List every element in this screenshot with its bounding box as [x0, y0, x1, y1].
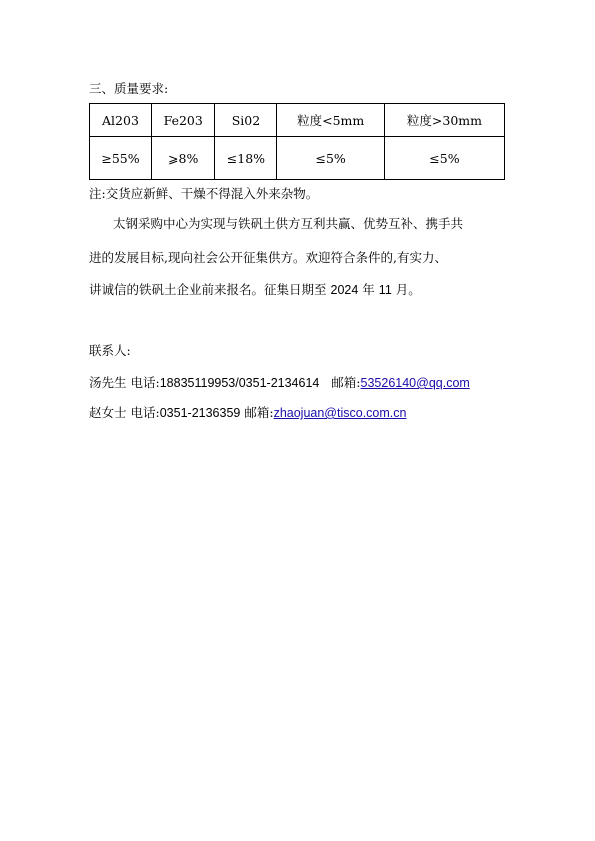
email-link[interactable]: zhaojuan@tisco.com.cn: [273, 406, 407, 420]
note-text: 注:交货应新鲜、干燥不得混入外来杂物。: [89, 186, 319, 201]
phone-label: 电话:: [130, 405, 160, 420]
table-header-row: [90, 104, 505, 137]
table-cell: ≥55%: [90, 137, 152, 180]
deadline-year: 2024: [330, 283, 359, 297]
table-cell: ⩾8%: [151, 137, 215, 180]
table-row: [90, 137, 505, 180]
contact-name: 汤先生: [89, 375, 127, 390]
paragraph-text: 讲诚信的铁矾土企业前来报名。征集日期至: [89, 282, 327, 297]
contacts-label: 联系人:: [89, 343, 131, 358]
contact-name: 赵女士: [89, 405, 127, 420]
table-header-cell: 粒度<5mm: [277, 104, 385, 137]
paragraph-line-2: 进的发展目标,现向社会公开征集供方。欢迎符合条件的,有实力、: [89, 250, 447, 265]
phone-number: 18835119953/0351-2134614: [159, 376, 320, 390]
table-header-cell: Fe203: [151, 104, 215, 137]
table-cell: ≤5%: [384, 137, 504, 180]
contact-row: [89, 405, 406, 421]
deadline-month: 11: [378, 283, 392, 297]
email-label: 邮箱:: [331, 375, 361, 390]
quality-requirements-table: [89, 103, 505, 180]
paragraph-text: 年: [362, 282, 375, 297]
table-cell: ≤18%: [215, 137, 277, 180]
contact-row: [89, 375, 470, 391]
table-header-cell: Si02: [215, 104, 277, 137]
email-link[interactable]: 53526140@qq.com: [360, 376, 470, 390]
phone-label: 电话:: [130, 375, 160, 390]
email-label: 邮箱:: [244, 405, 274, 420]
paragraph-text: 月。: [395, 282, 421, 297]
phone-number: 0351-2136359: [159, 406, 241, 420]
paragraph-line-1: 太钢采购中心为实现与铁矾土供方互利共赢、优势互补、携手共: [113, 216, 464, 231]
section-title: 三、质量要求:: [89, 81, 169, 96]
table-header-cell: Al203: [90, 104, 152, 137]
table-header-cell: 粒度>30mm: [384, 104, 504, 137]
table-cell: ≤5%: [277, 137, 385, 180]
paragraph-line-3: [89, 282, 421, 298]
